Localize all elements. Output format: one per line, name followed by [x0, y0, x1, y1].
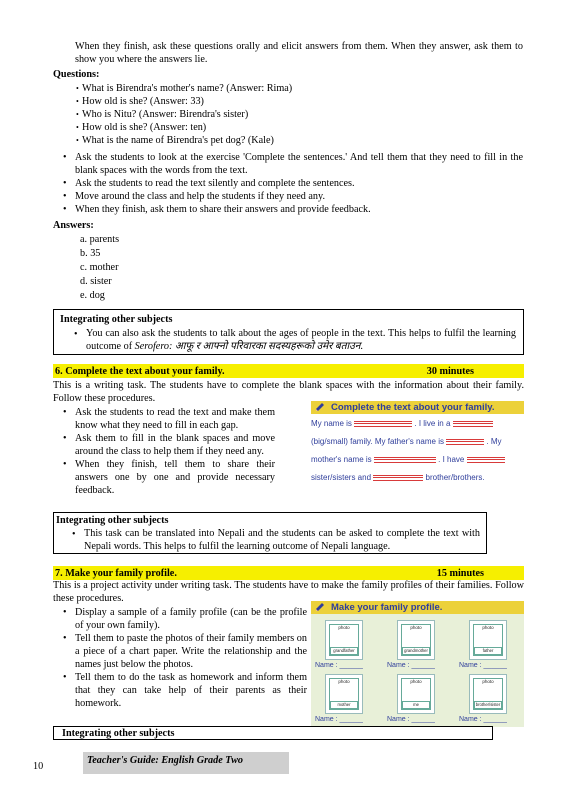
exercise-title-bar: Complete the text about your family. — [311, 401, 524, 414]
section-7-time: 15 minutes — [436, 568, 484, 579]
photo-frame: photo brother/sister — [469, 674, 507, 714]
photo-frame: photo father — [469, 620, 507, 660]
photo-frame: photo me — [397, 674, 435, 714]
section-7-header — [53, 566, 524, 580]
step-item: • When they finish, ask them to share their answers and provide feedback. — [75, 203, 523, 216]
profile-board — [311, 614, 524, 727]
exercise-family-profile-image — [311, 601, 524, 727]
question-item: • What is Birendra's mother's name? (Answer: Rima) — [82, 82, 502, 95]
box-heading: Integrating other subjects — [60, 314, 173, 325]
photo-frame: photo grandmother — [397, 620, 435, 660]
exercise-complete-text-image — [311, 401, 524, 489]
intro-paragraph: When they finish, ask these questions orally and elicit answers from them. When they answer, ask them to show you where the answers lie. — [75, 41, 523, 65]
bullet-item: • When they finish, tell them to share their answers one by one and provide necessary feedback. — [75, 458, 275, 497]
bullet-item: • Tell them to do the task as homework and inform them that they can take help of their parents as their homework. — [75, 671, 307, 710]
box-text: You can also ask the students to talk about the ages of people in the text. This helps to fulfil the learning outcome of Serofero: आफू र आफ्नो परिवारका सदस्यहरूको उमेर बताउन. — [86, 328, 516, 352]
section-7-intro: This is a project activity under writing task. The students have to make the family profiles of their families. Follow these procedures. — [53, 580, 524, 604]
answer-item: b. 35 — [80, 248, 101, 259]
box-heading: Integrating other subjects — [62, 728, 175, 739]
name-label: Name : ______ — [387, 716, 435, 723]
step-item: • Ask the students to read the text silently and complete the sentences. — [75, 177, 523, 190]
answers-heading: Answers: — [53, 220, 94, 231]
exercise-line-3: mother's name is . I have — [311, 455, 524, 465]
exercise-line-2: (big/small) family. My father's name is . My — [311, 437, 502, 446]
bullet-item: • Ask the students to read the text and make them know what they need to fill in each gap. — [75, 406, 275, 432]
integrating-box-1 — [53, 309, 524, 355]
answer-item: c. mother — [80, 262, 119, 273]
bullet-item: • Ask them to fill in the blank spaces and move around the class to help them if they need any. — [75, 432, 275, 458]
question-item: • What is the name of Birendra's pet dog? (Kale) — [82, 134, 502, 147]
box-heading: Integrating other subjects — [56, 515, 169, 526]
section-7-bullets — [75, 606, 307, 710]
pencil-icon — [315, 403, 325, 412]
section-6-title: 6. Complete the text about your family. — [55, 366, 225, 377]
questions-list — [82, 82, 502, 147]
name-label: Name : ______ — [459, 716, 507, 723]
answer-item: d. sister — [80, 276, 112, 287]
pencil-icon — [315, 603, 325, 612]
answers-list — [80, 233, 119, 303]
question-item: • How old is she? (Answer: ten) — [82, 121, 502, 134]
bullet-item: • Display a sample of a family profile (can be the profile of your own family). — [75, 606, 307, 632]
name-label: Name : ______ — [315, 716, 363, 723]
exercise-title-bar: Make your family profile. — [311, 601, 524, 614]
exercise-line-1: My name is . I live in a — [311, 419, 524, 429]
section-6-time: 30 minutes — [426, 366, 474, 377]
question-item: • How old is she? (Answer: 33) — [82, 95, 502, 108]
footer-band — [83, 752, 289, 774]
name-label: Name : ______ — [315, 662, 363, 669]
step-item: • Move around the class and help the students if they need any. — [75, 190, 523, 203]
integrating-box-3 — [53, 726, 493, 740]
section-6-bullets — [75, 406, 275, 497]
bullet-item: • Tell them to paste the photos of their family members on a piece of a chart paper. Write the relationship and the names just below the photos. — [75, 632, 307, 671]
exercise-line-4: sister/sisters and brother/brothers. — [311, 473, 485, 482]
name-label: Name : ______ — [459, 662, 507, 669]
answer-item: e. dog — [80, 290, 105, 301]
name-label: Name : ______ — [387, 662, 435, 669]
box-text: This task can be translated into Nepali and the students can be asked to complete the text with Nepali words. This helps to fulfil the learning outcome of Nepali language. — [84, 528, 480, 552]
answer-item: a. parents — [80, 234, 120, 245]
section-6-header — [53, 364, 524, 378]
footer-title: Teacher's Guide: English Grade Two — [87, 755, 244, 766]
integrating-box-2 — [53, 512, 487, 554]
steps-list — [75, 151, 523, 216]
photo-frame: photo grandfather — [325, 620, 363, 660]
section-6-intro: This is a writing task. The students have to complete the blank spaces with the information about their family. Follow these procedures. — [53, 380, 524, 404]
step-item: • Ask the students to look at the exercise 'Complete the sentences.' And tell them that they need to fill in the blank spaces with the words from the text. — [75, 151, 523, 177]
questions-heading: Questions: — [53, 69, 100, 80]
photo-frame: photo mother — [325, 674, 363, 714]
question-item: • Who is Nitu? (Answer: Birendra's sister) — [82, 108, 502, 121]
section-7-title: 7. Make your family profile. — [55, 568, 177, 579]
page-number: 10 — [33, 761, 44, 772]
